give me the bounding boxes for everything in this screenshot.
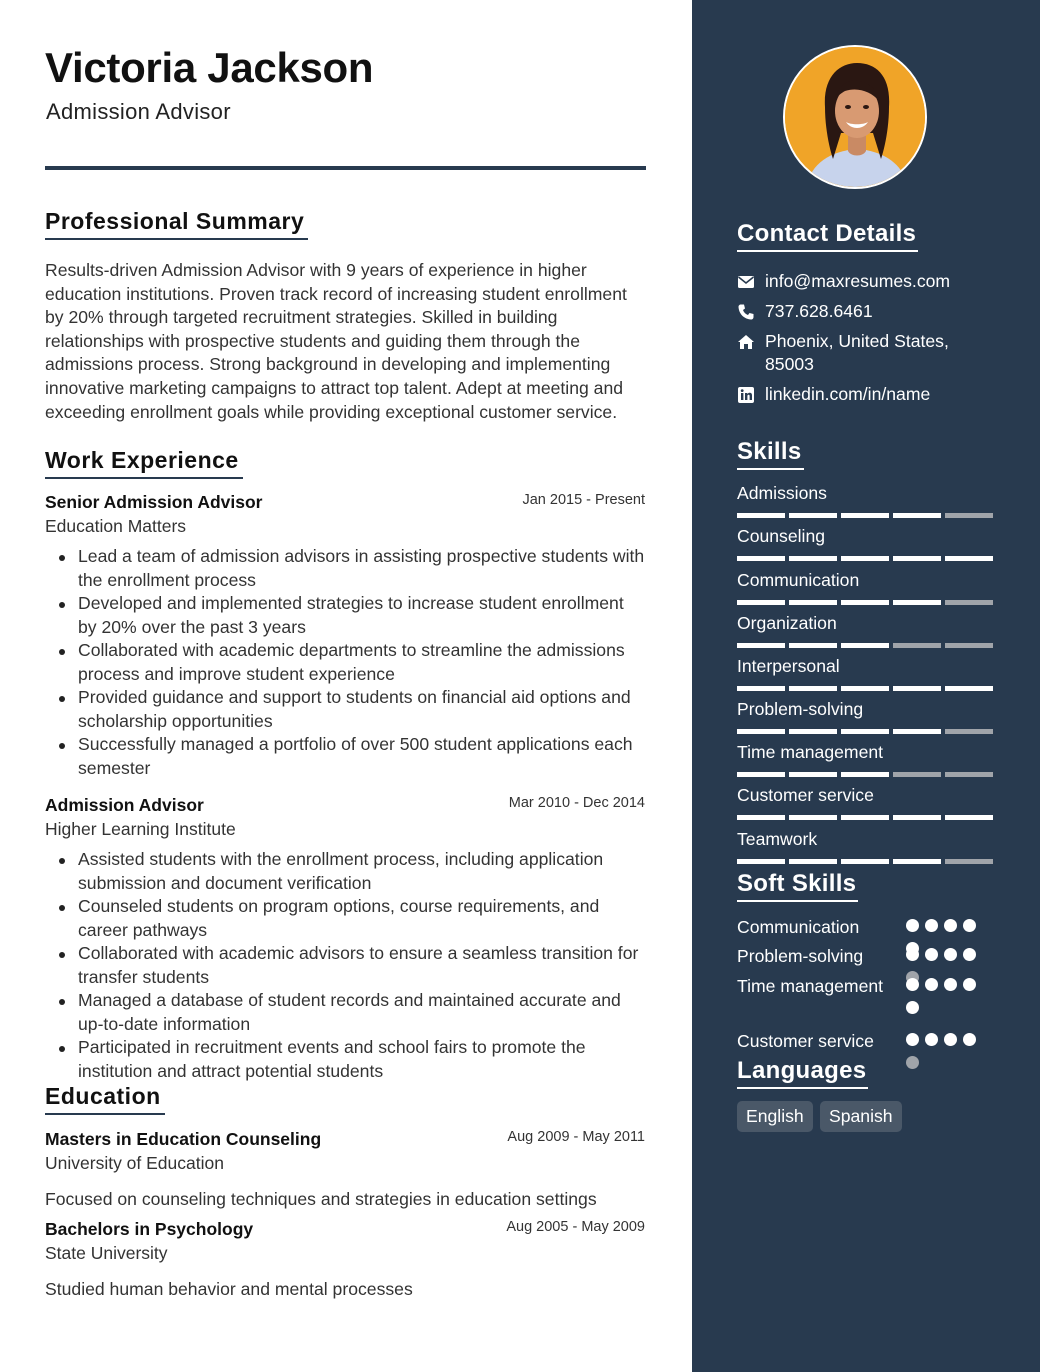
address-text: Phoenix, United States, 85003 [765, 331, 949, 374]
rating-dot-filled [944, 948, 957, 961]
skill-segment-filled [841, 686, 889, 691]
job-bullet: Managed a database of student records and maintained accurate and up-to-date information [45, 989, 645, 1036]
education-entry [45, 1129, 645, 1210]
experience-heading: Work Experience [45, 447, 243, 479]
skill-segment-filled [737, 513, 785, 518]
skill-segment-empty [945, 729, 993, 734]
skill-segment-empty [945, 600, 993, 605]
soft-skill-name: Communication [737, 917, 860, 937]
job-bullets [45, 545, 645, 780]
skill-segment-filled [737, 815, 785, 820]
rating-dot-filled [906, 948, 919, 961]
skill-segment-filled [945, 815, 993, 820]
skill-segment-filled [841, 600, 889, 605]
education-date: Aug 2009 - May 2011 [507, 1129, 645, 1145]
skill-name: Admissions [737, 483, 827, 503]
skill-name: Time management [737, 742, 884, 762]
rating-dot-filled [944, 978, 957, 991]
skill-segment-filled [841, 556, 889, 561]
home-icon [737, 333, 755, 351]
skill-item [737, 829, 993, 850]
skill-name: Communication [737, 570, 860, 590]
rating-dot-filled [963, 978, 976, 991]
skill-level-bar [737, 859, 993, 865]
job-bullet: Provided guidance and support to students on financial aid options and scholarship opportunities [45, 686, 645, 733]
job-bullet: Collaborated with academic advisors to ensure a seamless transition for transfer students [45, 942, 645, 989]
skill-name: Customer service [737, 785, 874, 805]
job-entry [45, 795, 645, 1083]
skill-item [737, 699, 993, 720]
skill-name: Problem-solving [737, 699, 864, 719]
degree-title: Masters in Education Counseling [45, 1129, 322, 1149]
rating-dot-filled [925, 948, 938, 961]
degree-title: Bachelors in Psychology [45, 1219, 254, 1239]
education-heading: Education [45, 1083, 165, 1115]
job-organization: Education Matters [45, 516, 187, 536]
skill-name: Teamwork [737, 829, 818, 849]
language-badge: Spanish [820, 1101, 902, 1132]
candidate-name: Victoria Jackson [45, 44, 374, 91]
skill-segment-filled [789, 686, 837, 691]
skills-heading: Skills [737, 438, 804, 470]
skill-segment-filled [737, 556, 785, 561]
skill-segment-filled [893, 729, 941, 734]
header-divider [45, 166, 646, 170]
job-entry [45, 492, 645, 780]
skill-segment-filled [841, 859, 889, 864]
rating-dot-filled [944, 1033, 957, 1046]
job-bullet: Assisted students with the enrollment process, including application submission and document verification [45, 848, 645, 895]
skill-segment-empty [945, 643, 993, 648]
skill-segment-filled [841, 513, 889, 518]
skill-segment-filled [737, 600, 785, 605]
skill-segment-filled [737, 643, 785, 648]
job-title: Senior Admission Advisor [45, 492, 263, 512]
job-bullet: Participated in recruitment events and school fairs to promote the institution and attract potential students [45, 1036, 645, 1083]
soft-skill-name: Problem-solving [737, 946, 864, 966]
skill-segment-filled [893, 859, 941, 864]
linkedin-icon [737, 386, 755, 404]
phone-icon [737, 303, 755, 321]
skill-item [737, 526, 993, 547]
rating-dot-filled [906, 1033, 919, 1046]
school-name: University of Education [45, 1153, 224, 1173]
rating-dot-filled [944, 919, 957, 932]
soft-skills-heading: Soft Skills [737, 870, 858, 902]
skill-segment-filled [737, 686, 785, 691]
education-date: Aug 2005 - May 2009 [506, 1219, 645, 1235]
skill-segment-filled [841, 643, 889, 648]
job-bullet: Lead a team of admission advisors in assisting prospective students with the enrollment process [45, 545, 645, 592]
skill-segment-filled [789, 729, 837, 734]
skill-level-bar [737, 772, 993, 778]
rating-dot-empty [906, 1056, 919, 1069]
skill-item [737, 785, 993, 806]
candidate-title: Admission Advisor [46, 99, 231, 124]
skill-segment-filled [893, 815, 941, 820]
education-description: Focused on counseling techniques and strategies in education settings [45, 1189, 597, 1209]
rating-dot-filled [906, 978, 919, 991]
skill-segment-filled [945, 556, 993, 561]
rating-dot-filled [925, 919, 938, 932]
skill-level-bar [737, 600, 993, 606]
skill-segment-filled [893, 600, 941, 605]
skill-level-bar [737, 556, 993, 562]
profile-photo [783, 45, 927, 189]
skill-item [737, 742, 993, 763]
summary-text: Results-driven Admission Advisor with 9 years of experience in higher education institutions. Proven track record of increasing student enrollment by 20% through targeted recruitment strategies. Skilled in building relationships with prospective students and guiding them through the admissions process. Strong background in developing and implementing innovative marketing campaigns to attract top talent. Adept at meeting and exceeding enrollment goals while providing exceptional customer service. [45, 260, 627, 422]
skill-segment-filled [737, 772, 785, 777]
linkedin-text: linkedin.com/in/name [765, 384, 931, 404]
rating-dot-filled [925, 1033, 938, 1046]
school-name: State University [45, 1243, 168, 1263]
rating-dot-filled [906, 1001, 919, 1014]
skill-level-bar [737, 686, 993, 692]
skill-segment-empty [945, 859, 993, 864]
rating-dot-filled [906, 919, 919, 932]
skill-item [737, 656, 993, 677]
skill-name: Interpersonal [737, 656, 840, 676]
skill-segment-filled [789, 859, 837, 864]
education-entry [45, 1219, 645, 1300]
skill-item [737, 570, 993, 591]
skill-segment-empty [945, 513, 993, 518]
job-date: Jan 2015 - Present [522, 492, 645, 508]
skill-level-bar [737, 729, 993, 735]
skill-segment-filled [893, 686, 941, 691]
job-bullet: Collaborated with academic departments to streamline the admissions process and improve student experience [45, 639, 645, 686]
rating-dot-filled [925, 978, 938, 991]
rating-dot-filled [963, 1033, 976, 1046]
skill-segment-filled [737, 859, 785, 864]
contact-heading: Contact Details [737, 220, 918, 252]
skill-segment-filled [789, 772, 837, 777]
summary-heading: Professional Summary [45, 208, 308, 240]
skill-segment-filled [789, 556, 837, 561]
job-title: Admission Advisor [45, 795, 204, 815]
job-bullets [45, 848, 645, 1083]
education-description: Studied human behavior and mental processes [45, 1279, 413, 1299]
email-text: info@maxresumes.com [765, 271, 951, 291]
skill-segment-empty [893, 643, 941, 648]
skill-segment-filled [841, 729, 889, 734]
skill-item [737, 613, 993, 634]
skill-segment-filled [789, 643, 837, 648]
skill-segment-filled [945, 686, 993, 691]
skill-item [737, 483, 993, 504]
skill-segment-filled [893, 513, 941, 518]
job-bullet: Counseled students on program options, course requirements, and career pathways [45, 895, 645, 942]
skill-segment-empty [893, 772, 941, 777]
skill-level-bar [737, 643, 993, 649]
job-bullet: Successfully managed a portfolio of over 500 student applications each semester [45, 733, 645, 780]
soft-skill-name: Time management [737, 976, 884, 996]
skill-level-bar [737, 513, 993, 519]
phone-text: 737.628.6461 [765, 301, 873, 321]
job-organization: Higher Learning Institute [45, 819, 236, 839]
language-badge: English [737, 1101, 813, 1132]
skill-level-bar [737, 815, 993, 821]
skill-name: Counseling [737, 526, 826, 546]
rating-dot-filled [963, 948, 976, 961]
job-bullet: Developed and implemented strategies to increase student enrollment by 20% over the past 3 years [45, 592, 645, 639]
job-date: Mar 2010 - Dec 2014 [508, 795, 645, 811]
envelope-icon [737, 273, 755, 291]
languages-heading: Languages [737, 1057, 868, 1089]
skill-name: Organization [737, 613, 837, 633]
skill-segment-empty [945, 772, 993, 777]
skill-segment-filled [789, 815, 837, 820]
rating-dot-filled [963, 919, 976, 932]
soft-skill-name: Customer service [737, 1031, 874, 1051]
skill-segment-filled [789, 513, 837, 518]
skill-segment-filled [893, 556, 941, 561]
skill-segment-filled [789, 600, 837, 605]
skill-segment-filled [841, 815, 889, 820]
skill-segment-filled [841, 772, 889, 777]
skill-segment-filled [737, 729, 785, 734]
